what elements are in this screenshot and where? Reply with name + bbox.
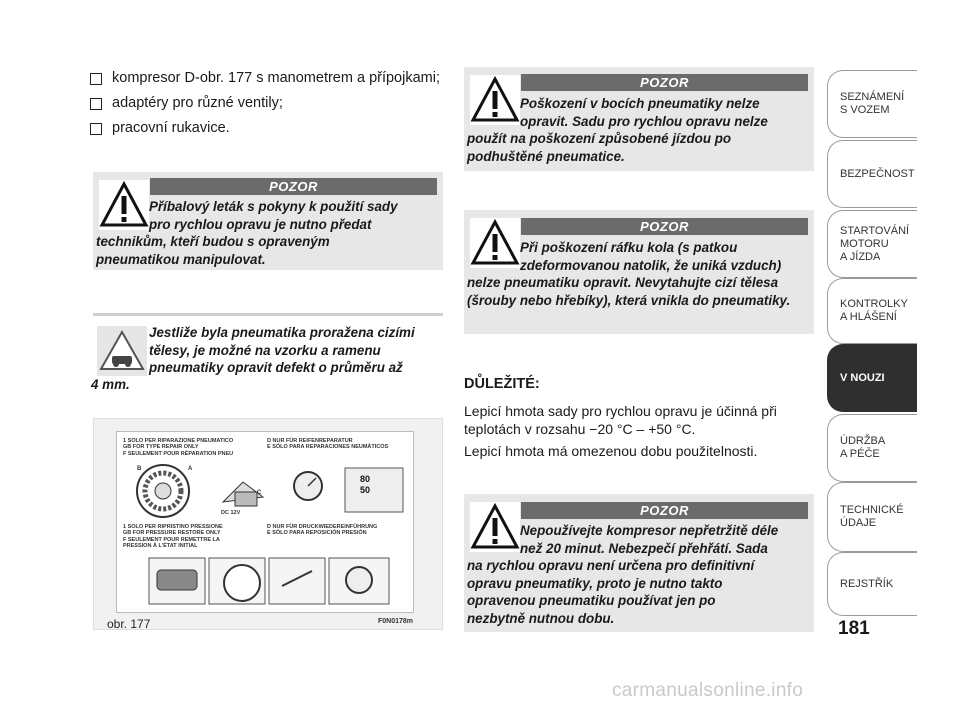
warning-header: POZOR <box>521 218 808 235</box>
label-text-block: D NUR FÜR DRUCKWIEDEREINFÜHRUNG E SÓLO PARA REPOSICIÓN PRESIÓN <box>267 524 378 537</box>
sidebar-tab-bezpecnost[interactable]: BEZPEČNOST <box>827 140 917 208</box>
warning-text: použít na poškození způsobené jízdou po podhuštěné pneumatice. <box>467 131 732 164</box>
tyre-triangle-icon <box>97 326 147 376</box>
sidebar-tab-kontrolky[interactable]: KONTROLKY A HLÁŠENÍ <box>827 278 917 344</box>
label-text-block: 1 SOLO PER RIPRISTINO PRESSIONE GB FOR PRESSURE RESTORE ONLY F SEULEMENT POUR REMETTRE LA PRESSION À L'ÉTAT INITIAL <box>123 524 223 550</box>
sidebar-tab-rejstrik[interactable]: REJSTŘÍK <box>827 552 917 616</box>
warning-box-sidewall <box>464 67 814 171</box>
warning-text-indented: Při poškození ráfku kola (s patkou zdeformovanou natolik, že uniká vzduch) <box>520 240 782 273</box>
warning-triangle-icon <box>470 502 520 552</box>
checkbox-square-icon <box>90 73 102 85</box>
list-item: adaptéry pro různé ventily; <box>90 91 450 116</box>
speed-dial: 80 50 <box>359 474 370 495</box>
sidebar-tab-v-nouzi[interactable]: V NOUZI <box>827 344 917 412</box>
list-item: pracovní rukavice. <box>90 116 450 141</box>
checkbox-square-icon <box>90 98 102 110</box>
warning-box-compressor <box>464 494 814 632</box>
important-paragraph: Lepicí hmota sady pro rychlou opravu je účinná při teplotách v rozsahu −20 °C – +50 °C. <box>464 403 777 437</box>
warning-text-indented: Nepoužívejte kompresor nepřetržitě déle než 20 minut. Nebezpečí přehřátí. Sada <box>520 523 779 556</box>
warning-text-indented: Příbalový leták s pokyny k použití sady pro rychlou opravu je nutno předat <box>149 199 398 232</box>
accessory-list <box>90 66 450 141</box>
sidebar-tab-udrzba[interactable]: ÚDRŽBA A PÉČE <box>827 414 917 482</box>
warning-header: POZOR <box>521 502 808 519</box>
label-text-block: D NUR FÜR REIFENREPARATUR E SÓLO PARA REPARACIONES NEUMÁTICOS <box>267 438 389 451</box>
note-text: 4 mm. <box>91 377 130 392</box>
sidebar-tab-seznameni[interactable]: SEZNÁMENÍ S VOZEM <box>827 70 917 138</box>
warning-triangle-icon <box>470 75 520 125</box>
repair-kit-label-illustration: 1 SOLO PER RIPARAZIONE PNEUMATICO GB FOR TYPE REPAIR ONLY F SEULEMENT POUR RÉPARATION PNEU D NUR FÜR REIFENREPARATUR E SÓLO PARA REPARACIONES NEUMÁTICOS B A C DC 12V 80 50 1 SOLO PER RIPRISTINO PRESSIONE GB FOR PRESSURE RESTORE ONLY F SEULEMENT POUR REMETTRE LA PRESSION À L'ÉTAT INITIAL D NUR FÜR DRUCKWIEDEREINFÜHRUNG E SÓLO PARA REPOSICIÓN PRESIÓN <box>116 431 414 613</box>
warning-header: POZOR <box>150 178 437 195</box>
sidebar-tab-startovani[interactable]: STARTOVÁNÍ MOTORU A JÍZDA <box>827 210 917 278</box>
list-item: kompresor D-obr. 177 s manometrem a přípojkami; <box>90 66 450 91</box>
label-text-block: 1 SOLO PER RIPARAZIONE PNEUMATICO GB FOR TYPE REPAIR ONLY F SEULEMENT POUR RÉPARATION PNEU <box>123 438 234 457</box>
warning-triangle-icon <box>470 218 520 268</box>
figure-code: F0N0178m <box>378 618 414 625</box>
important-title: DŮLEŽITÉ: <box>464 376 540 392</box>
inflate-steps-drawing <box>147 556 395 606</box>
checkbox-square-icon <box>90 123 102 135</box>
warning-text-indented: Poškození v bocích pneumatiky nelze opravit. Sadu pro rychlou opravu nelze <box>520 96 768 129</box>
warning-box-rim <box>464 210 814 334</box>
warning-triangle-icon <box>99 180 149 230</box>
page-number: 181 <box>838 618 870 639</box>
important-paragraph: Lepicí hmota má omezenou dobu použitelnosti. <box>464 443 758 459</box>
warning-text: na rychlou opravu není určena pro definitivní opravu pneumatiky, proto je nutno takto opravenou pneumatiku používat jen po nezbytně nutnou dobu. <box>467 558 755 626</box>
warning-text: nelze pneumatiku opravit. Nevytahujte cizí tělesa (šrouby nebo hřebíky), která vnikla do pneumatiky. <box>467 275 791 308</box>
note-text-indented: Jestliže byla pneumatika proražena cizími tělesy, je možné na vzorku a ramenu pneumatiky opravit defekt o průměru až <box>149 325 415 375</box>
warning-text: technikům, kteří budou s opraveným pneumatikou manipulovat. <box>96 234 330 267</box>
figure-177 <box>93 418 443 630</box>
figure-caption: obr. 177 <box>107 617 151 631</box>
watermark: carmanualsonline.info <box>612 680 804 701</box>
warning-header: POZOR <box>521 74 808 91</box>
warning-box-leaflet <box>93 172 443 270</box>
note-box-puncture <box>91 313 443 392</box>
sidebar-tab-technicke[interactable]: TECHNICKÉ ÚDAJE <box>827 482 917 552</box>
